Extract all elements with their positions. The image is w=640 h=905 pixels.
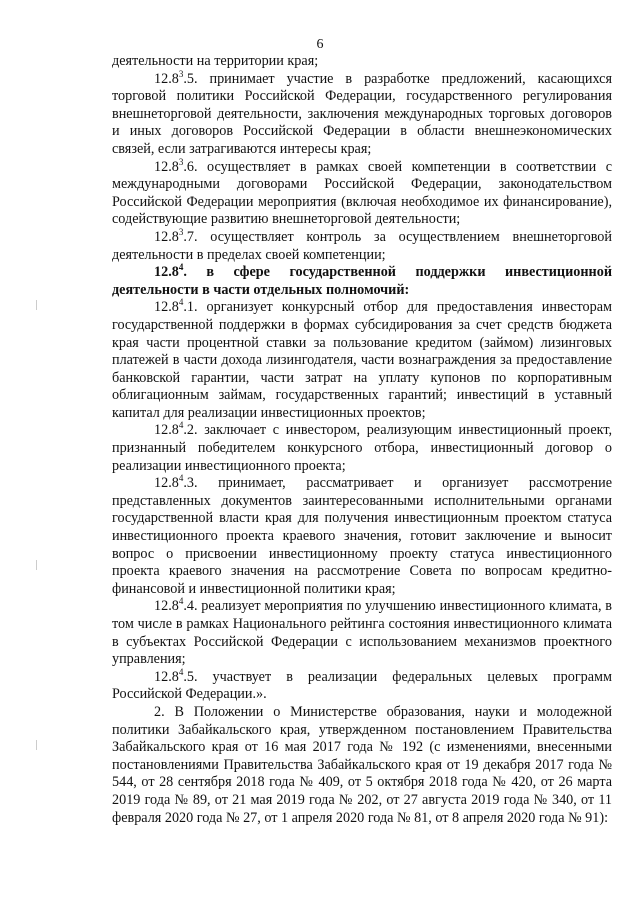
paragraph-p8 <box>112 598 612 668</box>
paragraph-text: принимает участие в разработке предложений, касающихся торговой политики Российской Федерации, государственного регулирования внешнеторговой деятельности, заключения международных торговых договоров и иных договоров Российской Федерации в области внешнеэкономических связей, если затрагиваются интересы края; <box>112 70 612 157</box>
paragraph-p3 <box>112 226 612 264</box>
paragraph-p9 <box>112 666 612 704</box>
paragraph-p6 <box>112 422 612 475</box>
paragraph-p1 <box>112 68 612 159</box>
paragraph-p0 <box>112 53 612 71</box>
paragraph-p5 <box>112 299 612 422</box>
paragraph-p2 <box>112 156 612 229</box>
paragraph-text: деятельности на территории края; <box>112 53 319 69</box>
paragraph-text: осуществляет контроль за осуществлением внешнеторговой деятельности в пределах своей компетенции; <box>112 228 612 263</box>
paragraph-text: реализует мероприятия по улучшению инвестиционного климата, в том числе в рамках Национального рейтинга состояния инвестиционного климата в субъектах Российской Федерации с использованием механизмов проектного управления; <box>112 598 612 668</box>
paragraph-text: 2. В Положении о Министерстве образования, науки и молодежной политики Забайкальского края, утвержденном постановлением Правительства Забайкальского края от 16 мая 2017 года № 192 (с изменениями, внесенными постановлениями Правительства Забайкальского края от 19 декабря 2017 года № 544, от 28 сентября 2018 года № 409, от 5 октября 2018 года № 420, от 26 марта 2019 года № 89, от 21 мая 2019 года № 202, от 27 августа 2019 года № 340, от 11 февраля 2020 года № 27, от 1 апреля 2020 года № 81, от 8 апреля 2020 года № 91): <box>112 703 612 826</box>
clause-number: 12.8$^4$.2. <box>154 420 198 439</box>
paragraph-p7 <box>112 475 612 598</box>
margin-scan-mark <box>36 300 37 310</box>
clause-number: 12.8$^3$.5. <box>154 68 198 87</box>
paragraph-text: заключает с инвестором, реализующим инвестиционный проект, признанный победителем конкурсного отбора, инвестиционный договор о реализации инвестиционного проекта; <box>112 422 612 474</box>
paragraph-p10 <box>112 704 612 827</box>
clause-number: 12.8$^4$. <box>154 262 187 281</box>
clause-number: 12.8$^4$.5. <box>154 666 198 685</box>
page-number: 6 <box>316 37 324 52</box>
paragraph-text: в сфере государственной поддержки инвестиционной деятельности в части отдельных полномочий: <box>112 264 612 298</box>
paragraph-text: участвует в реализации федеральных целевых программ Российской Федерации.». <box>112 668 612 703</box>
clause-number: 12.8$^3$.7. <box>154 226 198 245</box>
clause-number: 12.8$^3$.6. <box>154 156 198 175</box>
paragraph-text: организует конкурсный отбор для предоставления инвесторам государственной поддержки в формах субсидирования за счет средств бюджета края части процентной ставки за пользование кредитом (займом) лизинговых платежей в части дохода лизингодателя, части вознаграждения за предоставление банковской гарантии, части затрат на уплату купонов по корпоративным облигационным займам, государственных гарантий; инвестиций в уставный капитал для реализации инвестиционных проектов; <box>112 299 612 421</box>
clause-number: 12.8$^4$.4. <box>154 596 198 615</box>
paragraph-p4 <box>112 264 612 299</box>
clause-number: 12.8$^4$.3. <box>154 473 198 492</box>
document-body <box>112 53 612 827</box>
margin-scan-mark <box>36 560 37 570</box>
clause-number: 12.8$^4$.1. <box>154 297 198 316</box>
margin-scan-mark <box>36 740 37 750</box>
paragraph-text: принимает, рассматривает и организует рассмотрение представленных документов заинтересованными исполнительными органами государственной власти края для получения инвестиционным проектом статуса инвестиционного проекта краевого значения, готовит заключение и выносит вопрос о присвоении инвестиционному проекту статуса инвестиционного проекта краевого значения на рассмотрение Совета по вопросам кредитно-финансовой и инвестиционной политики края; <box>112 475 612 597</box>
paragraph-text: осуществляет в рамках своей компетенции в соответствии с международными договорами Российской Федерации, законодательством Российской Федерации мероприятия (включая необходимое их финансирование), содействующие развитию внешнеторговой деятельности; <box>112 158 612 228</box>
